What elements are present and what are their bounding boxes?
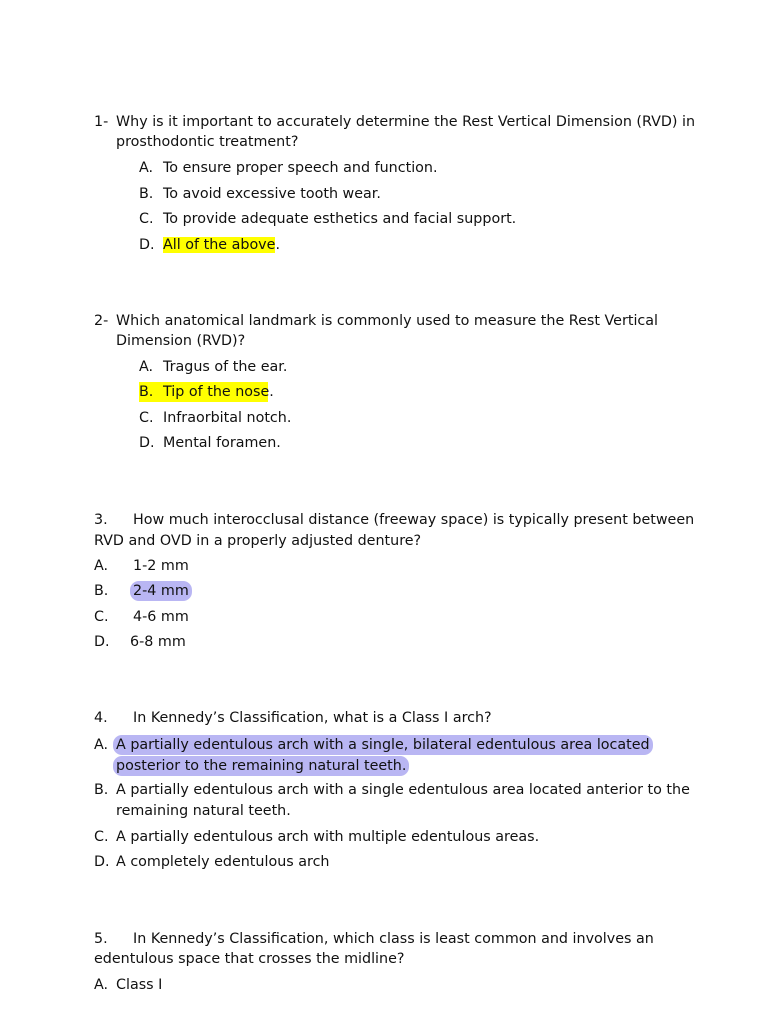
option-letter: D. — [94, 854, 110, 870]
option-letter: C. — [94, 829, 109, 845]
question-text: Why is it important to accurately determine the Rest Vertical Dimension (RVD) in — [116, 114, 696, 130]
option-letter: D. — [139, 435, 155, 451]
question-number: 1- — [94, 114, 109, 130]
option-letter: A. — [94, 558, 109, 574]
option-text: Infraorbital notch. — [163, 410, 292, 426]
option-text: To provide adequate esthetics and facial support. — [163, 211, 517, 227]
option-letter: B. — [94, 583, 109, 599]
highlighted-answer: A partially edentulous arch with a single, bilateral edentulous area located — [113, 735, 653, 755]
option-text: A completely edentulous arch — [116, 854, 330, 870]
option-letter: B. — [139, 384, 154, 400]
option-letter: B. — [139, 186, 154, 202]
question-text: Which anatomical landmark is commonly used to measure the Rest Vertical — [116, 313, 659, 329]
option-letter: A. — [139, 359, 154, 375]
option-text: To avoid excessive tooth wear. — [163, 186, 381, 202]
option-letter: A. — [139, 160, 154, 176]
question-text: RVD and OVD in a properly adjusted denture? — [94, 533, 422, 549]
highlighted-answer: All of the above — [163, 237, 276, 253]
highlighted-answer: posterior to the remaining natural teeth. — [113, 756, 409, 776]
option-text: Tip of the nose. — [163, 384, 274, 400]
question-text: edentulous space that crosses the midline? — [94, 951, 405, 967]
option-text: Tragus of the ear. — [163, 359, 288, 375]
option-text: Class I — [116, 977, 163, 993]
option-letter: A. — [94, 977, 109, 993]
option-text: 4-6 mm — [133, 609, 189, 625]
question-number: 3. — [94, 512, 108, 528]
question-text: Dimension (RVD)? — [116, 333, 246, 349]
option-letter: C. — [94, 609, 109, 625]
option-letter: A. — [94, 737, 109, 753]
option-letter: C. — [139, 410, 154, 426]
option-letter: D. — [139, 237, 155, 253]
question-text: In Kennedy’s Classification, what is a Class I arch? — [133, 710, 492, 726]
option-text: To ensure proper speech and function. — [163, 160, 438, 176]
option-letter: C. — [139, 211, 154, 227]
question-number: 2- — [94, 313, 109, 329]
option-punctuation: . — [275, 237, 280, 253]
option-letter: B. — [94, 782, 109, 798]
option-text: A partially edentulous arch with multiple edentulous areas. — [116, 829, 540, 845]
option-text: 6-8 mm — [130, 634, 186, 650]
question-text: prosthodontic treatment? — [116, 134, 299, 150]
question-number: 5. — [94, 931, 108, 947]
question-text: In Kennedy’s Classification, which class is least common and involves an — [133, 931, 654, 947]
option-text: Mental foramen. — [163, 435, 281, 451]
option-text: A partially edentulous arch with a single edentulous area located anterior to the — [116, 782, 690, 798]
highlighted-answer: 2-4 mm — [130, 581, 192, 601]
option-text-answer — [163, 235, 280, 255]
option-text: remaining natural teeth. — [116, 803, 291, 819]
option-text: 1-2 mm — [133, 558, 189, 574]
option-letter: D. — [94, 634, 110, 650]
question-text: How much interocclusal distance (freeway space) is typically present between — [133, 512, 695, 528]
question-number: 4. — [94, 710, 108, 726]
highlighted-answer-row — [139, 382, 274, 402]
